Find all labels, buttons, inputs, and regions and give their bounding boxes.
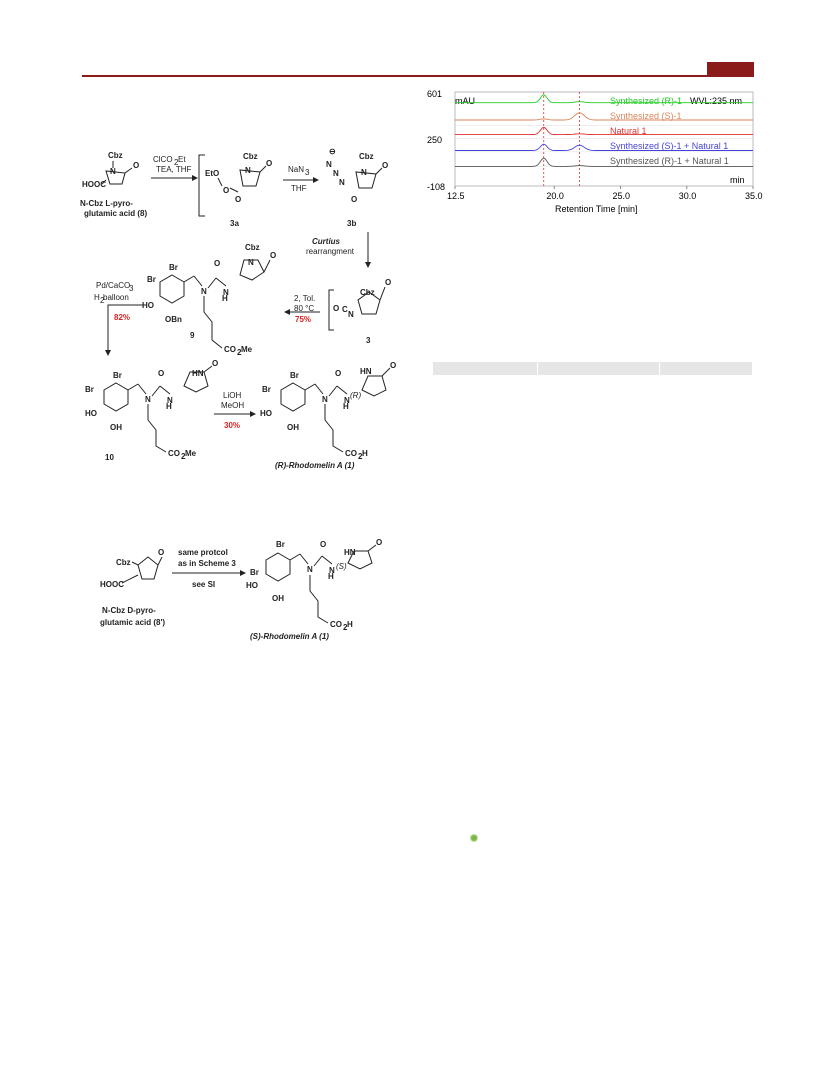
svg-text:N: N bbox=[245, 166, 251, 175]
legend-entry-1: Synthesized (R)-1 bbox=[610, 96, 683, 106]
svg-text:Me: Me bbox=[185, 449, 197, 458]
plot-frame bbox=[455, 92, 753, 186]
svg-text:H: H bbox=[94, 293, 100, 302]
svg-text:Et: Et bbox=[178, 155, 186, 164]
label-9: 9 bbox=[190, 331, 195, 340]
y-tick-neg108: -108 bbox=[427, 182, 446, 192]
svg-text:2: 2 bbox=[237, 348, 242, 357]
svg-text:N: N bbox=[348, 310, 354, 319]
svg-text:(S): (S) bbox=[336, 562, 347, 571]
svg-text:O: O bbox=[266, 159, 273, 168]
svg-text:3: 3 bbox=[305, 168, 310, 177]
table-header-bar bbox=[433, 362, 752, 375]
compound-3 bbox=[333, 278, 391, 345]
green-circle-icon bbox=[470, 834, 478, 842]
label-10: 10 bbox=[105, 453, 114, 462]
svg-text:O: O bbox=[320, 540, 327, 549]
yield-82: 82% bbox=[114, 313, 131, 322]
svg-text:O: O bbox=[385, 278, 392, 287]
svg-text:Br: Br bbox=[262, 385, 271, 394]
svg-text:2: 2 bbox=[343, 623, 348, 632]
svg-text:O: O bbox=[158, 548, 165, 557]
svg-text:N: N bbox=[201, 287, 207, 296]
x-axis-label: Retention Time [min] bbox=[555, 204, 638, 214]
svg-text:N: N bbox=[145, 395, 151, 404]
svg-text:Cbz: Cbz bbox=[360, 288, 375, 297]
svg-text:CO: CO bbox=[224, 345, 236, 354]
svg-text:3: 3 bbox=[129, 284, 134, 293]
svg-text:N: N bbox=[326, 160, 332, 169]
svg-text:O: O bbox=[351, 195, 358, 204]
reaction-arrow-5 bbox=[214, 391, 256, 430]
svg-text:H: H bbox=[166, 402, 172, 411]
svg-text:THF: THF bbox=[291, 184, 307, 193]
svg-text:O: O bbox=[335, 369, 342, 378]
start-label-line1: N-Cbz L-pyro- bbox=[80, 199, 133, 208]
x-tick-label: 20.0 bbox=[546, 191, 564, 201]
x-tick-label: 35.0 bbox=[745, 191, 763, 201]
svg-text:N: N bbox=[339, 178, 345, 187]
label-3: 3 bbox=[366, 336, 371, 345]
compound-s-rhodomelin bbox=[246, 538, 382, 641]
svg-text:(R): (R) bbox=[350, 391, 362, 400]
reaction-arrow-1 bbox=[151, 155, 198, 181]
svg-text:2, Tol.: 2, Tol. bbox=[294, 294, 316, 303]
svg-text:Br: Br bbox=[276, 540, 285, 549]
svg-text:Br: Br bbox=[147, 275, 156, 284]
svg-text:HO: HO bbox=[246, 581, 258, 590]
label-3a: 3a bbox=[230, 219, 239, 228]
reaction-arrow-4 bbox=[94, 281, 144, 356]
svg-text:Br: Br bbox=[250, 568, 259, 577]
svg-text:TEA, THF: TEA, THF bbox=[156, 165, 192, 174]
svg-text:N: N bbox=[223, 288, 229, 297]
svg-text:H: H bbox=[347, 620, 353, 629]
svg-text:CO: CO bbox=[330, 620, 342, 629]
svg-text:Cbz: Cbz bbox=[243, 152, 258, 161]
svg-text:Cbz: Cbz bbox=[245, 243, 260, 252]
svg-text:2: 2 bbox=[100, 296, 105, 305]
svg-text:MeOH: MeOH bbox=[221, 401, 245, 410]
reaction-arrow-3 bbox=[284, 294, 320, 324]
svg-text:HO: HO bbox=[85, 409, 97, 418]
yield-75: 75% bbox=[295, 315, 312, 324]
product-r-label: (R)-Rhodomelin A (1) bbox=[275, 461, 355, 470]
svg-text:Cbz: Cbz bbox=[116, 558, 131, 567]
svg-text:O: O bbox=[390, 361, 397, 370]
svg-text:OBn: OBn bbox=[165, 315, 182, 324]
product-s-label: (S)-Rhodomelin A (1) bbox=[250, 632, 329, 641]
svg-text:OH: OH bbox=[272, 594, 284, 603]
svg-text:LiOH: LiOH bbox=[223, 391, 242, 400]
svg-text:N: N bbox=[110, 167, 116, 176]
svg-text:O: O bbox=[133, 161, 140, 170]
svg-text:HN: HN bbox=[360, 367, 372, 376]
compound-r-rhodomelin bbox=[260, 361, 396, 470]
y-tick-601: 601 bbox=[427, 89, 443, 99]
svg-text:N: N bbox=[329, 566, 335, 575]
svg-text:H: H bbox=[362, 449, 368, 458]
svg-text:Me: Me bbox=[241, 345, 253, 354]
start-prime-line2: glutamic acid (8') bbox=[100, 618, 166, 627]
svg-text:OH: OH bbox=[110, 423, 122, 432]
svg-text:HN: HN bbox=[344, 548, 356, 557]
legend-entry-4: Synthesized (S)-1 + Natural 1 bbox=[610, 141, 729, 151]
svg-text:OH: OH bbox=[287, 423, 299, 432]
svg-text:Br: Br bbox=[169, 263, 178, 272]
svg-text:H: H bbox=[343, 402, 349, 411]
svg-text:O: O bbox=[382, 161, 389, 170]
svg-text:O: O bbox=[212, 359, 219, 368]
svg-text:N: N bbox=[307, 565, 313, 574]
y-axis-label: mAU bbox=[455, 96, 475, 106]
svg-text:Br: Br bbox=[85, 385, 94, 394]
scheme-4-synthesis bbox=[100, 535, 390, 650]
compound-3a bbox=[205, 152, 272, 228]
svg-text:H: H bbox=[328, 572, 334, 581]
svg-text:N: N bbox=[344, 396, 350, 405]
label-3b: 3b bbox=[347, 219, 357, 228]
svg-text:HO: HO bbox=[142, 301, 154, 310]
yield-30: 30% bbox=[224, 421, 241, 430]
legend-entry-5: Synthesized (R)-1 + Natural 1 bbox=[610, 156, 729, 166]
svg-text:O: O bbox=[214, 259, 221, 268]
x-ticks bbox=[447, 186, 763, 201]
svg-text:ClCO: ClCO bbox=[153, 155, 173, 164]
svg-text:CO: CO bbox=[345, 449, 357, 458]
svg-text:same protcol: same protcol bbox=[178, 548, 228, 557]
svg-text:N: N bbox=[361, 168, 367, 177]
svg-text:H: H bbox=[222, 294, 228, 303]
plot-area bbox=[455, 92, 753, 186]
svg-text:Br: Br bbox=[290, 371, 299, 380]
svg-text:HOOC: HOOC bbox=[100, 580, 124, 589]
start-label-line2: glutamic acid (8) bbox=[84, 209, 148, 218]
svg-text:N: N bbox=[322, 395, 328, 404]
svg-text:HN: HN bbox=[192, 369, 204, 378]
reaction-arrow-2 bbox=[283, 165, 319, 193]
svg-text:Cbz: Cbz bbox=[359, 152, 374, 161]
svg-text:balloon: balloon bbox=[103, 293, 129, 302]
start-prime-line1: N-Cbz D-pyro- bbox=[102, 606, 156, 615]
compound-8-prime bbox=[100, 548, 165, 627]
scheme-3-synthesis bbox=[80, 140, 400, 470]
hooc-label: HOOC bbox=[82, 180, 106, 189]
header-tab bbox=[707, 62, 754, 76]
svg-text:80 °C: 80 °C bbox=[294, 304, 315, 313]
svg-text:2: 2 bbox=[358, 452, 363, 461]
legend-entry-3: Natural 1 bbox=[610, 126, 647, 136]
compound-9 bbox=[142, 243, 276, 357]
svg-text:EtO: EtO bbox=[205, 169, 220, 178]
header-rule bbox=[82, 75, 754, 77]
x-tick-label: 30.0 bbox=[678, 191, 697, 201]
svg-text:HO: HO bbox=[260, 409, 272, 418]
svg-text:O: O bbox=[223, 186, 230, 195]
svg-text:as in Scheme 3: as in Scheme 3 bbox=[178, 559, 236, 568]
y-tick-250: 250 bbox=[427, 135, 443, 145]
x-tick-label: 25.0 bbox=[612, 191, 631, 201]
svg-text:O: O bbox=[376, 538, 383, 547]
cbz-label: Cbz bbox=[108, 151, 123, 160]
svg-text:O: O bbox=[333, 304, 340, 313]
series-line-2 bbox=[455, 113, 753, 120]
hplc-chromatogram bbox=[425, 86, 763, 218]
wavelength-annotation: WVL:235 nm bbox=[690, 96, 743, 106]
svg-text:Br: Br bbox=[113, 371, 122, 380]
x-tick-label: 12.5 bbox=[447, 191, 465, 201]
x-unit-label: min bbox=[730, 175, 745, 185]
svg-text:Curtius: Curtius bbox=[312, 237, 340, 246]
svg-text:C: C bbox=[342, 305, 348, 314]
curtius-arrow bbox=[306, 232, 371, 268]
series-line-3 bbox=[455, 127, 753, 134]
svg-text:O: O bbox=[235, 195, 242, 204]
compound-3b bbox=[326, 147, 388, 228]
svg-text:⊖: ⊖ bbox=[329, 147, 336, 156]
compound-10 bbox=[85, 359, 218, 462]
svg-text:N: N bbox=[167, 396, 173, 405]
svg-text:O: O bbox=[270, 251, 277, 260]
svg-text:CO: CO bbox=[168, 449, 180, 458]
compound-8 bbox=[80, 151, 147, 218]
svg-text:N: N bbox=[333, 169, 339, 178]
svg-text:NaN: NaN bbox=[288, 165, 305, 174]
legend-entry-2: Synthesized (S)-1 bbox=[610, 111, 682, 121]
reaction-arrow-s4 bbox=[172, 548, 246, 589]
svg-text:rearrangment: rearrangment bbox=[306, 247, 355, 256]
svg-text:2: 2 bbox=[174, 158, 179, 167]
svg-text:N: N bbox=[248, 258, 254, 267]
svg-text:see SI: see SI bbox=[192, 580, 216, 589]
svg-text:O: O bbox=[158, 369, 165, 378]
svg-text:Pd/CaCO: Pd/CaCO bbox=[96, 281, 131, 290]
svg-text:2: 2 bbox=[181, 452, 186, 461]
